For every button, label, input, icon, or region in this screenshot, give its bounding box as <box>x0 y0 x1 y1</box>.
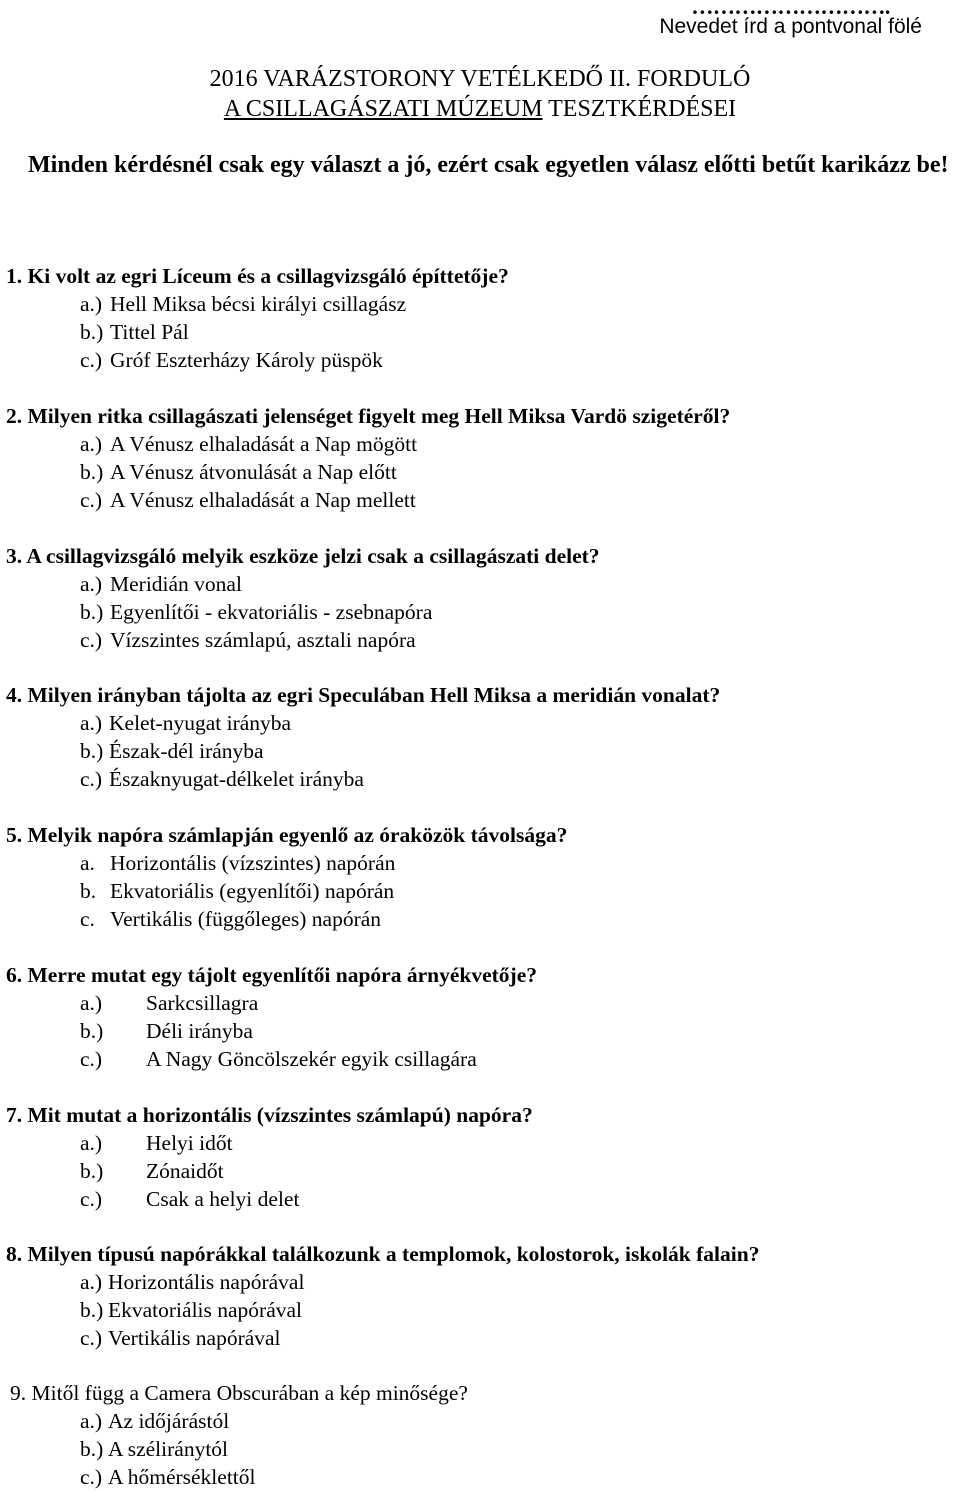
option-label: c.) <box>80 1047 103 1071</box>
q1-option-b[interactable] <box>80 320 189 345</box>
option-label: c.) <box>80 1187 103 1211</box>
option-label: b.) <box>80 1019 104 1043</box>
option-label: a.) <box>80 572 103 596</box>
name-field[interactable] <box>659 0 922 40</box>
q2-option-b[interactable] <box>80 460 397 485</box>
option-text: Gróf Eszterházy Károly püspök <box>110 348 383 372</box>
option-label: c.) <box>80 1465 103 1489</box>
instruction: Minden kérdésnél csak egy választ a jó, ezért csak egyetlen válasz előtti betűt karikázz be! <box>28 152 949 178</box>
option-label: b. <box>80 879 97 903</box>
q7-option-b[interactable] <box>80 1159 224 1184</box>
q9-option-c[interactable] <box>80 1465 256 1490</box>
option-label: a.) <box>80 1270 103 1294</box>
q1-option-c[interactable] <box>80 348 383 373</box>
option-text: Az időjárástól <box>108 1409 230 1433</box>
option-label: a.) <box>80 432 103 456</box>
q2-option-c[interactable] <box>80 488 416 513</box>
option-text: Hell Miksa bécsi királyi csillagász <box>110 292 407 316</box>
question-2: 2. Milyen ritka csillagászati jelenséget figyelt meg Hell Miksa Vardö szigetéről? <box>6 404 731 428</box>
option-label: b.) <box>80 460 104 484</box>
q7-option-a[interactable] <box>80 1131 233 1156</box>
question-9: 9. Mitől függ a Camera Obscurában a kép minősége? <box>10 1381 468 1405</box>
title-rest: TESZTKÉRDÉSEI <box>542 96 737 122</box>
name-hint: Nevedet írd a pontvonal fölé <box>659 15 922 38</box>
option-text: Zónaidőt <box>146 1159 224 1183</box>
question-1: 1. Ki volt az egri Líceum és a csillagvizsgáló építtetője? <box>6 264 509 288</box>
option-label: b.) <box>80 320 104 344</box>
q9-option-b[interactable] <box>80 1437 228 1462</box>
title-museum: A CSILLAGÁSZATI MÚZEUM <box>223 96 543 122</box>
question-8: 8. Milyen típusú napórákkal találkozunk a templomok, kolostorok, iskolák falain? <box>6 1242 760 1266</box>
q8-option-b[interactable] <box>80 1298 302 1323</box>
q6-option-a[interactable] <box>80 991 258 1016</box>
option-label: c.) <box>80 1326 103 1350</box>
question-3: 3. A csillagvizsgáló melyik eszköze jelzi csak a csillagászati delet? <box>6 544 600 568</box>
option-text: Csak a helyi delet <box>146 1187 300 1211</box>
option-text: Kelet-nyugat irányba <box>109 711 292 735</box>
q2-option-a[interactable] <box>80 432 417 457</box>
option-text: Sarkcsillagra <box>146 991 259 1015</box>
option-text: Horizontális (vízszintes) napórán <box>110 851 396 875</box>
option-label: b.) <box>80 600 104 624</box>
option-text: Vízszintes számlapú, asztali napóra <box>110 628 416 652</box>
option-label: b.) <box>80 1437 104 1461</box>
option-label: b.) <box>80 739 104 763</box>
q4-option-a[interactable] <box>80 711 291 736</box>
option-text: Horizontális napórával <box>108 1270 305 1294</box>
question-6: 6. Merre mutat egy tájolt egyenlítői napóra árnyékvetője? <box>6 963 537 987</box>
option-text: Helyi időt <box>146 1131 233 1155</box>
option-label: a.) <box>80 1409 103 1433</box>
option-text: A Vénusz elhaladását a Nap mögött <box>110 432 418 456</box>
option-text: Déli irányba <box>146 1019 253 1043</box>
option-text: Tittel Pál <box>110 320 189 344</box>
option-label: a.) <box>80 292 103 316</box>
title-line-1: 2016 VARÁZSTORONY VETÉLKEDŐ II. FORDULÓ <box>209 66 751 92</box>
option-label: b.) <box>80 1159 104 1183</box>
q8-option-c[interactable] <box>80 1326 281 1351</box>
q4-option-c[interactable] <box>80 767 364 792</box>
q5-option-b[interactable] <box>80 879 394 904</box>
question-5: 5. Melyik napóra számlapján egyenlő az óraközök távolsága? <box>6 823 568 847</box>
question-7: 7. Mit mutat a horizontális (vízszintes számlapú) napóra? <box>6 1103 533 1127</box>
q9-option-a[interactable] <box>80 1409 229 1434</box>
option-text: A Vénusz átvonulását a Nap előtt <box>110 460 397 484</box>
option-label: c.) <box>80 348 103 372</box>
option-text: Északnyugat-délkelet irányba <box>109 767 364 791</box>
option-label: a.) <box>80 711 103 735</box>
option-text: Meridián vonal <box>110 572 242 596</box>
q7-option-c[interactable] <box>80 1187 299 1212</box>
q5-option-c[interactable] <box>80 907 381 932</box>
option-label: a.) <box>80 991 103 1015</box>
option-label: c. <box>80 907 95 931</box>
option-label: c.) <box>80 628 103 652</box>
option-text: A széliránytól <box>108 1437 229 1461</box>
q4-option-b[interactable] <box>80 739 264 764</box>
option-label: c.) <box>80 488 103 512</box>
option-text: Ekvatoriális napórával <box>108 1298 303 1322</box>
q3-option-a[interactable] <box>80 572 242 597</box>
q8-option-a[interactable] <box>80 1270 304 1295</box>
option-label: b.) <box>80 1298 104 1322</box>
q3-option-b[interactable] <box>80 600 432 625</box>
option-text: A Vénusz elhaladását a Nap mellett <box>110 488 416 512</box>
title-line-2 <box>0 96 960 123</box>
option-text: Vertikális (függőleges) napórán <box>110 907 382 931</box>
question-4: 4. Milyen irányban tájolta az egri Speculában Hell Miksa a meridián vonalat? <box>6 683 721 707</box>
q6-option-b[interactable] <box>80 1019 253 1044</box>
q1-option-a[interactable] <box>80 292 406 317</box>
option-text: A Nagy Göncölszekér egyik csillagára <box>146 1047 477 1071</box>
option-text: Ekvatoriális (egyenlítői) napórán <box>110 879 395 903</box>
option-text: A hőmérséklettől <box>108 1465 256 1489</box>
q3-option-c[interactable] <box>80 628 416 653</box>
option-label: a. <box>80 851 95 875</box>
option-text: Vertikális napórával <box>108 1326 281 1350</box>
option-label: c.) <box>80 767 103 791</box>
option-text: Egyenlítői - ekvatoriális - zsebnapóra <box>110 600 433 624</box>
option-text: Észak-dél irányba <box>109 739 264 763</box>
q5-option-a[interactable] <box>80 851 395 876</box>
option-label: a.) <box>80 1131 103 1155</box>
q6-option-c[interactable] <box>80 1047 477 1072</box>
name-dotted-line[interactable]: ………………………. <box>691 0 890 19</box>
